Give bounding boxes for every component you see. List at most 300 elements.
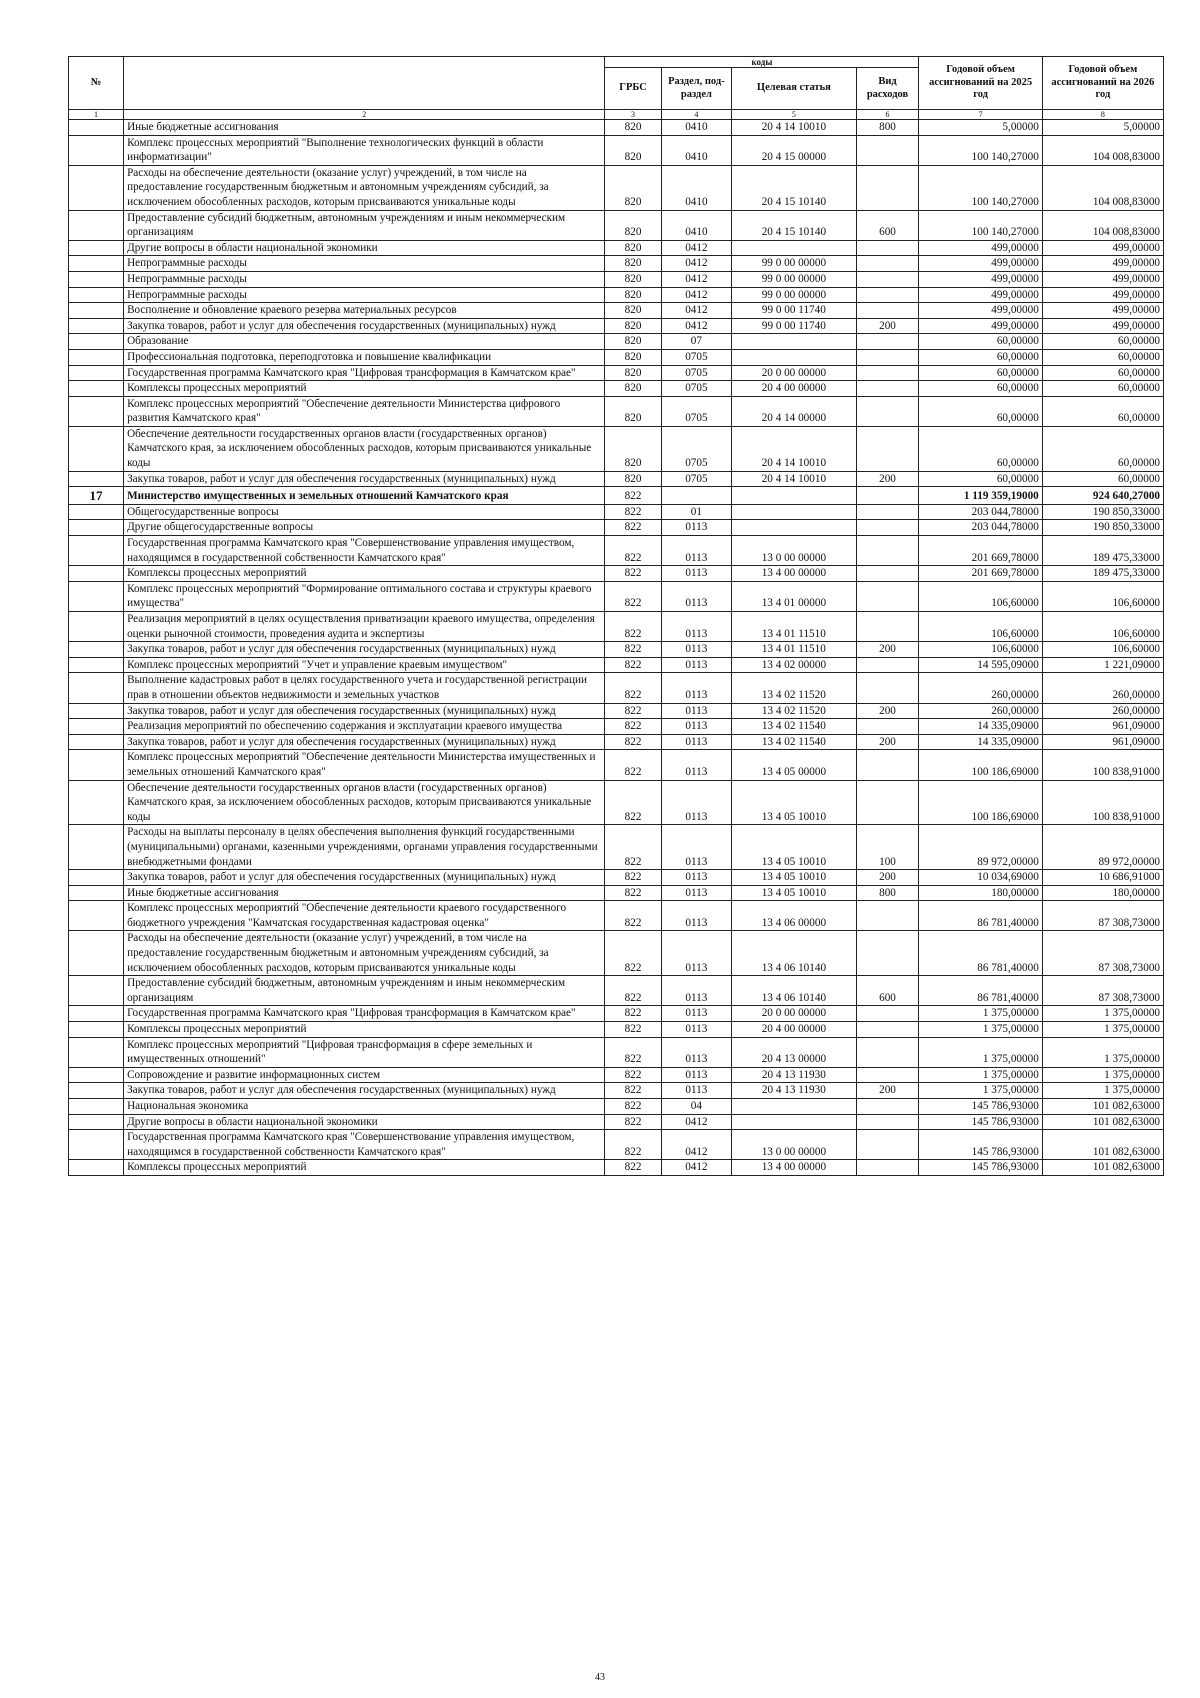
- row-volume-2026: 189 475,33000: [1042, 566, 1163, 582]
- row-name: Закупка товаров, работ и услуг для обеспечения государственных (муниципальных) нужд: [124, 734, 605, 750]
- row-volume-2025: 145 786,93000: [919, 1130, 1042, 1160]
- row-name: Закупка товаров, работ и услуг для обеспечения государственных (муниципальных) нужд: [124, 703, 605, 719]
- row-section: 0113: [661, 734, 732, 750]
- row-target: 13 0 00 00000: [732, 1130, 856, 1160]
- row-grbs: 820: [605, 334, 661, 350]
- row-volume-2025: 60,00000: [919, 381, 1042, 397]
- row-section: 0113: [661, 750, 732, 780]
- row-volume-2026: 499,00000: [1042, 318, 1163, 334]
- row-target: 20 4 14 00000: [732, 396, 856, 426]
- header-target: Целевая статья: [732, 68, 856, 110]
- row-volume-2026: 101 082,63000: [1042, 1130, 1163, 1160]
- row-name: Иные бюджетные ассигнования: [124, 885, 605, 901]
- row-expense-type: 800: [856, 885, 919, 901]
- table-row: [69, 120, 1164, 136]
- row-volume-2025: 106,60000: [919, 581, 1042, 611]
- row-section: 0412: [661, 318, 732, 334]
- row-grbs: 822: [605, 487, 661, 505]
- row-number: [69, 642, 124, 658]
- row-target: 13 4 05 10010: [732, 870, 856, 886]
- row-name: Закупка товаров, работ и услуг для обеспечения государственных (муниципальных) нужд: [124, 870, 605, 886]
- table-row: [69, 931, 1164, 976]
- row-number: [69, 210, 124, 240]
- column-number: 8: [1042, 110, 1163, 120]
- row-volume-2026: 1 221,09000: [1042, 657, 1163, 673]
- row-section: 0705: [661, 365, 732, 381]
- table-row: [69, 780, 1164, 825]
- row-volume-2026: 106,60000: [1042, 612, 1163, 642]
- row-grbs: 820: [605, 303, 661, 319]
- row-target: 20 4 15 00000: [732, 135, 856, 165]
- row-volume-2025: 145 786,93000: [919, 1114, 1042, 1130]
- row-expense-type: [856, 240, 919, 256]
- budget-table: [68, 56, 1164, 1176]
- row-expense-type: [856, 1130, 919, 1160]
- row-expense-type: [856, 780, 919, 825]
- row-target: 99 0 00 11740: [732, 303, 856, 319]
- row-grbs: 822: [605, 976, 661, 1006]
- row-volume-2026: 104 008,83000: [1042, 210, 1163, 240]
- row-volume-2025: 106,60000: [919, 642, 1042, 658]
- row-volume-2025: 5,00000: [919, 120, 1042, 136]
- row-section: 04: [661, 1099, 732, 1115]
- row-target: [732, 240, 856, 256]
- row-volume-2025: 60,00000: [919, 426, 1042, 471]
- row-grbs: 822: [605, 825, 661, 870]
- column-number: 7: [919, 110, 1042, 120]
- row-name: Комплекс процессных мероприятий "Учет и управление краевым имуществом": [124, 657, 605, 673]
- row-volume-2025: 89 972,00000: [919, 825, 1042, 870]
- row-expense-type: [856, 719, 919, 735]
- row-volume-2026: 190 850,33000: [1042, 504, 1163, 520]
- row-volume-2025: 10 034,69000: [919, 870, 1042, 886]
- row-number: [69, 471, 124, 487]
- row-target: 13 4 01 00000: [732, 581, 856, 611]
- row-volume-2025: 260,00000: [919, 673, 1042, 703]
- row-number: [69, 825, 124, 870]
- row-volume-2025: 145 786,93000: [919, 1160, 1042, 1176]
- table-row: [69, 318, 1164, 334]
- row-volume-2025: 201 669,78000: [919, 536, 1042, 566]
- row-name: Непрограммные расходы: [124, 256, 605, 272]
- row-target: 20 4 00 00000: [732, 1022, 856, 1038]
- row-volume-2025: 145 786,93000: [919, 1099, 1042, 1115]
- row-section: 0705: [661, 471, 732, 487]
- row-expense-type: 200: [856, 870, 919, 886]
- row-number: [69, 1022, 124, 1038]
- row-expense-type: [856, 381, 919, 397]
- row-number: [69, 657, 124, 673]
- table-row: [69, 1067, 1164, 1083]
- row-volume-2025: 499,00000: [919, 256, 1042, 272]
- row-volume-2025: 180,00000: [919, 885, 1042, 901]
- row-expense-type: [856, 520, 919, 536]
- row-number: [69, 520, 124, 536]
- row-expense-type: [856, 504, 919, 520]
- row-volume-2026: 87 308,73000: [1042, 931, 1163, 976]
- row-volume-2025: 1 375,00000: [919, 1083, 1042, 1099]
- row-number: [69, 135, 124, 165]
- row-volume-2025: 203 044,78000: [919, 504, 1042, 520]
- row-volume-2025: 60,00000: [919, 349, 1042, 365]
- row-target: 13 4 05 00000: [732, 750, 856, 780]
- row-grbs: 822: [605, 536, 661, 566]
- row-target: 13 0 00 00000: [732, 536, 856, 566]
- row-grbs: 822: [605, 1022, 661, 1038]
- row-volume-2026: 260,00000: [1042, 703, 1163, 719]
- row-grbs: 822: [605, 750, 661, 780]
- row-grbs: 820: [605, 271, 661, 287]
- row-name: Комплексы процессных мероприятий: [124, 566, 605, 582]
- row-name: Реализация мероприятий по обеспечению содержания и эксплуатации краевого имущества: [124, 719, 605, 735]
- row-target: [732, 334, 856, 350]
- row-expense-type: [856, 1006, 919, 1022]
- row-name: Расходы на обеспечение деятельности (оказание услуг) учреждений, в том числе на предоставление государственным бюджетным и автономным учреждениям субсидий, за исключением обособленных расходов, которым присваиваются уникальные коды: [124, 165, 605, 210]
- row-number: [69, 566, 124, 582]
- table-row: [69, 1130, 1164, 1160]
- table-row: [69, 612, 1164, 642]
- table-row: [69, 396, 1164, 426]
- row-target: 13 4 06 10140: [732, 931, 856, 976]
- header-expense-type: Вид расходов: [856, 68, 919, 110]
- column-number: 4: [661, 110, 732, 120]
- row-expense-type: 600: [856, 976, 919, 1006]
- row-target: 99 0 00 11740: [732, 318, 856, 334]
- row-name: Расходы на обеспечение деятельности (оказание услуг) учреждений, в том числе на предоставление государственным бюджетным и автономным учреждениям субсидий, за исключением обособленных расходов, которым присваиваются уникальные коды: [124, 931, 605, 976]
- row-volume-2026: 189 475,33000: [1042, 536, 1163, 566]
- row-section: 0412: [661, 1160, 732, 1176]
- row-number: [69, 365, 124, 381]
- row-expense-type: [856, 287, 919, 303]
- row-volume-2025: 100 186,69000: [919, 750, 1042, 780]
- table-row: [69, 520, 1164, 536]
- row-grbs: 820: [605, 165, 661, 210]
- row-volume-2025: 60,00000: [919, 334, 1042, 350]
- row-target: [732, 520, 856, 536]
- row-section: 0113: [661, 1067, 732, 1083]
- row-number: [69, 256, 124, 272]
- row-name: Обеспечение деятельности государственных органов власти (государственных органов) Камчатского края, за исключением обособленных расходов, которым присваиваются уникальные коды: [124, 426, 605, 471]
- row-number: [69, 303, 124, 319]
- row-expense-type: 600: [856, 210, 919, 240]
- row-volume-2025: 14 335,09000: [919, 734, 1042, 750]
- row-volume-2026: 87 308,73000: [1042, 901, 1163, 931]
- row-number: [69, 381, 124, 397]
- row-name: Непрограммные расходы: [124, 287, 605, 303]
- row-number: [69, 504, 124, 520]
- row-expense-type: 200: [856, 703, 919, 719]
- row-target: 13 4 05 10010: [732, 780, 856, 825]
- row-grbs: 822: [605, 657, 661, 673]
- row-section: 0113: [661, 780, 732, 825]
- row-volume-2026: 499,00000: [1042, 256, 1163, 272]
- row-expense-type: [856, 487, 919, 505]
- row-number: [69, 1067, 124, 1083]
- row-grbs: 822: [605, 703, 661, 719]
- row-volume-2026: 60,00000: [1042, 426, 1163, 471]
- row-section: 0705: [661, 396, 732, 426]
- row-volume-2026: 5,00000: [1042, 120, 1163, 136]
- row-expense-type: [856, 581, 919, 611]
- row-volume-2025: 14 595,09000: [919, 657, 1042, 673]
- column-number: 3: [605, 110, 661, 120]
- row-grbs: 822: [605, 719, 661, 735]
- row-section: 0113: [661, 719, 732, 735]
- table-row: [69, 426, 1164, 471]
- table-row: [69, 165, 1164, 210]
- row-number: [69, 1160, 124, 1176]
- row-section: 0705: [661, 381, 732, 397]
- row-section: 0412: [661, 271, 732, 287]
- row-number: [69, 396, 124, 426]
- row-expense-type: [856, 271, 919, 287]
- table-row: [69, 210, 1164, 240]
- row-section: 0113: [661, 825, 732, 870]
- row-name: Общегосударственные вопросы: [124, 504, 605, 520]
- table-row: [69, 1099, 1164, 1115]
- row-expense-type: [856, 1067, 919, 1083]
- column-number: 2: [124, 110, 605, 120]
- row-section: 0412: [661, 303, 732, 319]
- table-row: [69, 504, 1164, 520]
- table-row: [69, 334, 1164, 350]
- row-volume-2026: 1 375,00000: [1042, 1067, 1163, 1083]
- row-name: Комплексы процессных мероприятий: [124, 1160, 605, 1176]
- row-expense-type: [856, 334, 919, 350]
- row-section: 0410: [661, 135, 732, 165]
- row-target: 20 4 13 11930: [732, 1083, 856, 1099]
- table-row: [69, 365, 1164, 381]
- row-section: 0410: [661, 165, 732, 210]
- row-grbs: 822: [605, 1006, 661, 1022]
- row-grbs: 822: [605, 1067, 661, 1083]
- row-grbs: 822: [605, 612, 661, 642]
- row-name: Другие общегосударственные вопросы: [124, 520, 605, 536]
- row-volume-2026: 101 082,63000: [1042, 1114, 1163, 1130]
- row-volume-2025: 1 375,00000: [919, 1037, 1042, 1067]
- header-column-numbers: [69, 110, 1164, 120]
- row-volume-2026: 1 375,00000: [1042, 1083, 1163, 1099]
- row-expense-type: 100: [856, 825, 919, 870]
- row-target: 20 4 14 10010: [732, 471, 856, 487]
- row-number: [69, 870, 124, 886]
- row-name: Комплексы процессных мероприятий: [124, 381, 605, 397]
- table-body: [69, 120, 1164, 1176]
- column-number: 5: [732, 110, 856, 120]
- table-row: [69, 581, 1164, 611]
- row-volume-2025: 499,00000: [919, 240, 1042, 256]
- row-number: [69, 1114, 124, 1130]
- row-number: [69, 885, 124, 901]
- budget-table-sheet: [68, 56, 1164, 1176]
- row-section: 0113: [661, 1006, 732, 1022]
- row-target: 13 4 02 11520: [732, 673, 856, 703]
- header-volume-2025: Годовой объем ассигнований на 2025 год: [919, 57, 1042, 110]
- row-expense-type: 200: [856, 318, 919, 334]
- table-row: [69, 471, 1164, 487]
- table-row: [69, 287, 1164, 303]
- table-row: [69, 256, 1164, 272]
- row-grbs: 820: [605, 240, 661, 256]
- row-grbs: 820: [605, 120, 661, 136]
- row-target: 13 4 05 10010: [732, 885, 856, 901]
- row-expense-type: [856, 426, 919, 471]
- row-expense-type: [856, 165, 919, 210]
- row-grbs: 822: [605, 520, 661, 536]
- row-expense-type: [856, 303, 919, 319]
- row-number: [69, 976, 124, 1006]
- row-grbs: 820: [605, 365, 661, 381]
- row-section: 0113: [661, 520, 732, 536]
- row-volume-2026: 104 008,83000: [1042, 135, 1163, 165]
- row-grbs: 822: [605, 1099, 661, 1115]
- row-name: Другие вопросы в области национальной экономики: [124, 240, 605, 256]
- page-number: 43: [595, 1672, 605, 1683]
- row-number: [69, 334, 124, 350]
- row-volume-2025: 100 140,27000: [919, 135, 1042, 165]
- row-section: 0410: [661, 210, 732, 240]
- row-section: 0412: [661, 240, 732, 256]
- row-name: Закупка товаров, работ и услуг для обеспечения государственных (муниципальных) нужд: [124, 471, 605, 487]
- row-section: 0113: [661, 536, 732, 566]
- row-volume-2026: 924 640,27000: [1042, 487, 1163, 505]
- row-grbs: 820: [605, 426, 661, 471]
- row-number: [69, 1099, 124, 1115]
- row-number: [69, 426, 124, 471]
- row-volume-2025: 60,00000: [919, 396, 1042, 426]
- row-number: [69, 1083, 124, 1099]
- row-volume-2026: 499,00000: [1042, 240, 1163, 256]
- row-number: [69, 240, 124, 256]
- row-grbs: 820: [605, 349, 661, 365]
- row-expense-type: [856, 365, 919, 381]
- row-target: 20 4 13 11930: [732, 1067, 856, 1083]
- row-expense-type: [856, 931, 919, 976]
- row-target: 20 4 00 00000: [732, 381, 856, 397]
- row-target: [732, 487, 856, 505]
- row-volume-2025: 499,00000: [919, 318, 1042, 334]
- table-row: [69, 1083, 1164, 1099]
- row-number: [69, 165, 124, 210]
- row-name: Обеспечение деятельности государственных органов власти (государственных органов) Камчатского края, за исключением обособленных расходов, которым присваиваются уникальные коды: [124, 780, 605, 825]
- row-section: 0113: [661, 870, 732, 886]
- row-name: Закупка товаров, работ и услуг для обеспечения государственных (муниципальных) нужд: [124, 642, 605, 658]
- table-row: [69, 381, 1164, 397]
- row-name: Комплекс процессных мероприятий "Цифровая трансформация в сфере земельных и имущественных отношений": [124, 1037, 605, 1067]
- row-target: 13 4 02 11520: [732, 703, 856, 719]
- row-volume-2025: 1 375,00000: [919, 1067, 1042, 1083]
- row-grbs: 822: [605, 885, 661, 901]
- row-section: 0113: [661, 657, 732, 673]
- row-grbs: 822: [605, 870, 661, 886]
- table-row: [69, 303, 1164, 319]
- row-target: 99 0 00 00000: [732, 271, 856, 287]
- table-row: [69, 1006, 1164, 1022]
- row-section: 07: [661, 334, 732, 350]
- row-target: 13 4 00 00000: [732, 566, 856, 582]
- row-grbs: 820: [605, 471, 661, 487]
- row-name: Национальная экономика: [124, 1099, 605, 1115]
- header-volume-2026: Годовой объем ассигнований на 2026 год: [1042, 57, 1163, 110]
- row-volume-2026: 104 008,83000: [1042, 165, 1163, 210]
- row-volume-2025: 1 375,00000: [919, 1022, 1042, 1038]
- row-expense-type: 800: [856, 120, 919, 136]
- header-section: Раздел, под-раздел: [661, 68, 732, 110]
- row-section: 0113: [661, 976, 732, 1006]
- row-volume-2025: 203 044,78000: [919, 520, 1042, 536]
- row-grbs: 822: [605, 931, 661, 976]
- row-number: [69, 719, 124, 735]
- row-target: [732, 349, 856, 365]
- row-expense-type: [856, 750, 919, 780]
- row-number: [69, 780, 124, 825]
- row-number: [69, 750, 124, 780]
- row-name: Выполнение кадастровых работ в целях государственного учета и государственной регистрации прав в отношении объектов недвижимости и земельных участков: [124, 673, 605, 703]
- row-volume-2025: 86 781,40000: [919, 931, 1042, 976]
- row-target: [732, 504, 856, 520]
- table-row: [69, 1160, 1164, 1176]
- row-grbs: 822: [605, 734, 661, 750]
- row-target: 20 4 13 00000: [732, 1037, 856, 1067]
- row-expense-type: [856, 1037, 919, 1067]
- row-number: [69, 581, 124, 611]
- row-name: Комплекс процессных мероприятий "Формирование оптимального состава и структуры краевого имущества": [124, 581, 605, 611]
- row-target: 20 4 15 10140: [732, 165, 856, 210]
- row-volume-2025: 100 186,69000: [919, 780, 1042, 825]
- row-volume-2026: 87 308,73000: [1042, 976, 1163, 1006]
- row-grbs: 820: [605, 381, 661, 397]
- row-section: 0410: [661, 120, 732, 136]
- row-volume-2026: 60,00000: [1042, 396, 1163, 426]
- table-row: [69, 1037, 1164, 1067]
- row-section: 0113: [661, 1083, 732, 1099]
- row-name: Государственная программа Камчатского края "Совершенствование управления имуществом, находящимся в государственной собственности Камчатского края": [124, 536, 605, 566]
- row-volume-2026: 60,00000: [1042, 365, 1163, 381]
- row-name: Профессиональная подготовка, переподготовка и повышение квалификации: [124, 349, 605, 365]
- row-volume-2026: 1 375,00000: [1042, 1037, 1163, 1067]
- table-row: [69, 135, 1164, 165]
- table-row: [69, 750, 1164, 780]
- row-volume-2026: 1 375,00000: [1042, 1006, 1163, 1022]
- row-section: 0113: [661, 1022, 732, 1038]
- row-name: Комплекс процессных мероприятий "Обеспечение деятельности Министерства имущественных и земельных отношений Камчатского края": [124, 750, 605, 780]
- row-target: 20 0 00 00000: [732, 1006, 856, 1022]
- row-name: Государственная программа Камчатского края "Совершенствование управления имуществом, находящимся в государственной собственности Камчатского края": [124, 1130, 605, 1160]
- row-grbs: 822: [605, 901, 661, 931]
- row-section: 0705: [661, 426, 732, 471]
- row-volume-2026: 60,00000: [1042, 334, 1163, 350]
- row-expense-type: [856, 536, 919, 566]
- row-volume-2026: 100 838,91000: [1042, 780, 1163, 825]
- row-volume-2025: 499,00000: [919, 287, 1042, 303]
- table-row: [69, 1114, 1164, 1130]
- row-name: Комплексы процессных мероприятий: [124, 1022, 605, 1038]
- row-volume-2025: 100 140,27000: [919, 165, 1042, 210]
- table-row: [69, 870, 1164, 886]
- row-volume-2026: 60,00000: [1042, 381, 1163, 397]
- row-name: Министерство имущественных и земельных отношений Камчатского края: [124, 487, 605, 505]
- row-section: 0113: [661, 885, 732, 901]
- row-number: [69, 1130, 124, 1160]
- row-section: 0412: [661, 1130, 732, 1160]
- row-expense-type: 200: [856, 471, 919, 487]
- row-target: 13 4 06 10140: [732, 976, 856, 1006]
- row-grbs: 822: [605, 1130, 661, 1160]
- table-row: [69, 976, 1164, 1006]
- row-volume-2026: 101 082,63000: [1042, 1099, 1163, 1115]
- row-grbs: 822: [605, 581, 661, 611]
- row-section: 0412: [661, 1114, 732, 1130]
